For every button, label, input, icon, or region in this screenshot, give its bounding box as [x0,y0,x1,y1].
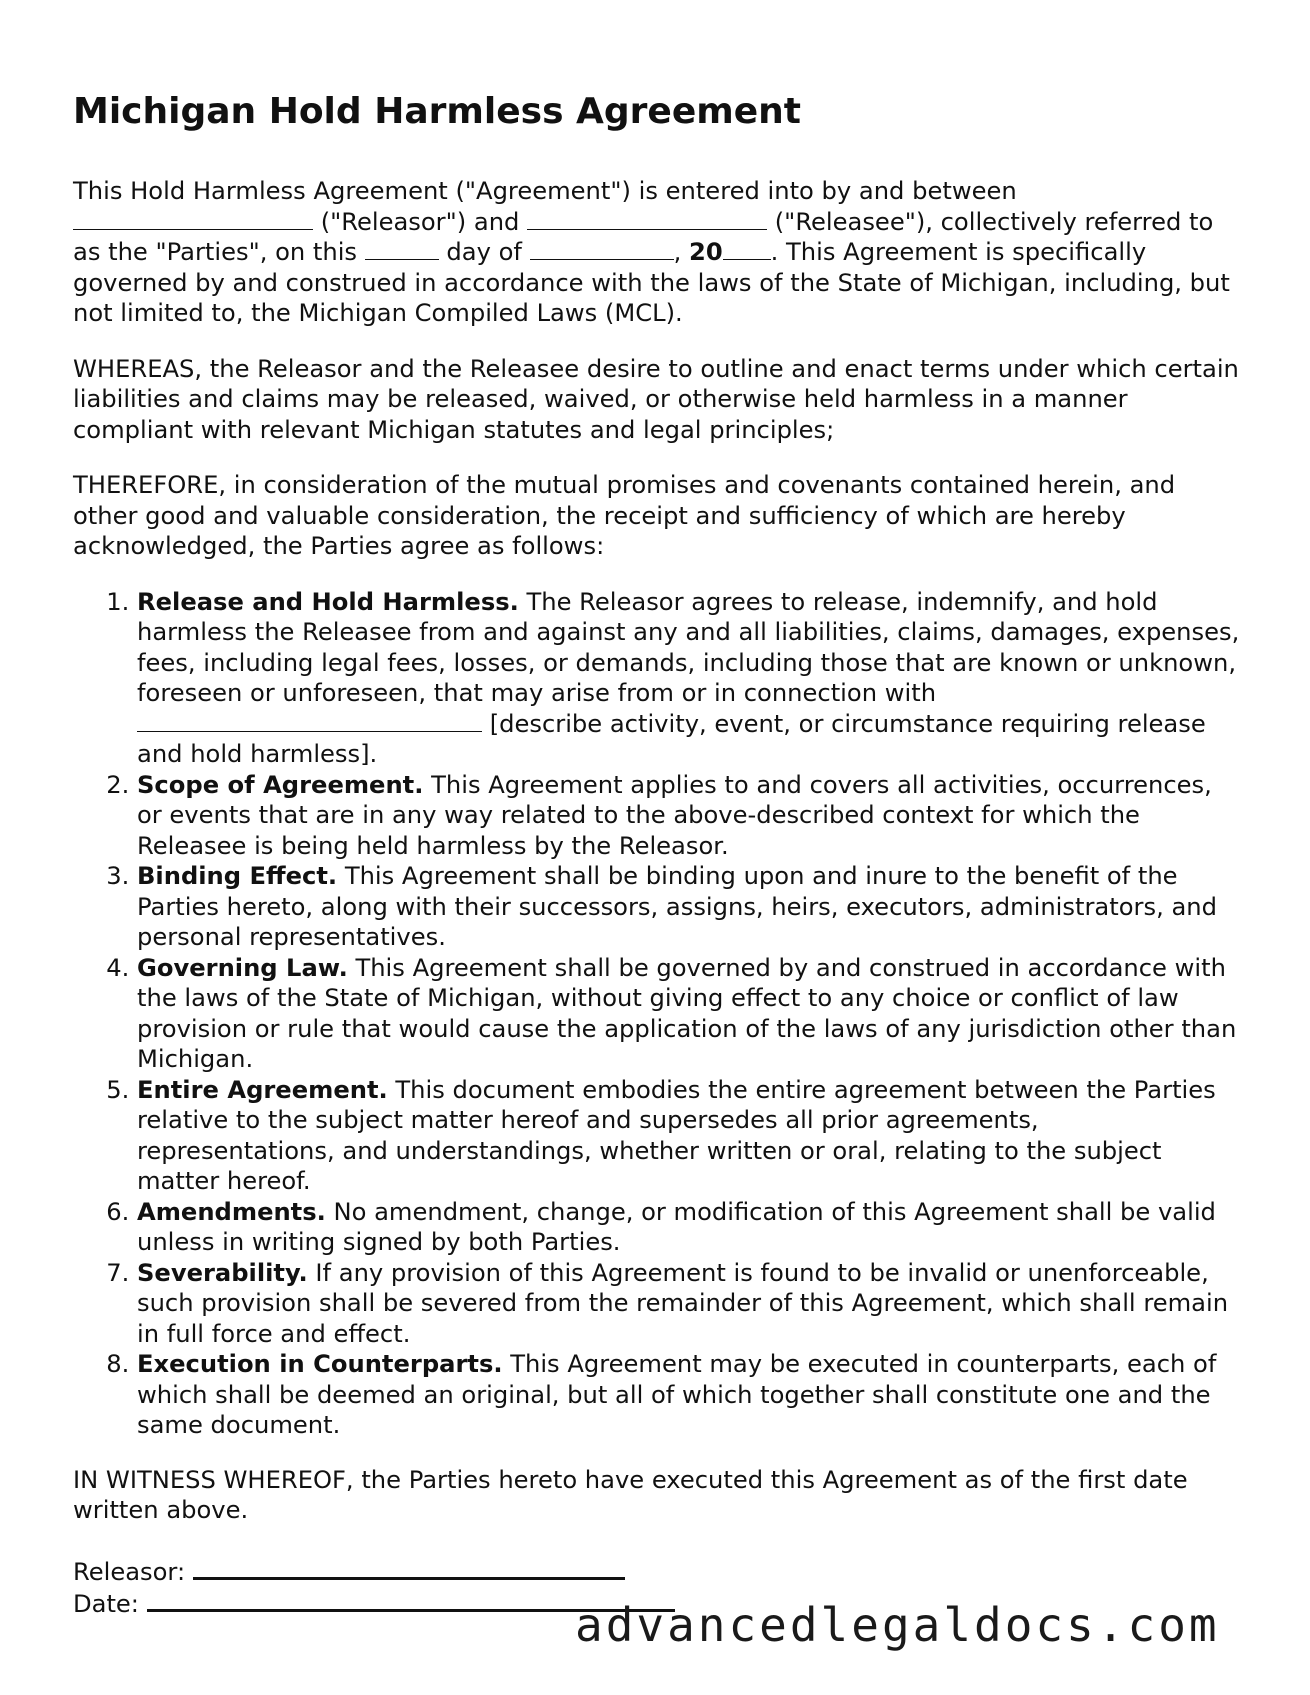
clause-text: This Agreement applies to and covers all activities, occurrences, or events that are in any way related to the above-described context for which the Releasee is being held harmless by the Releasor. [137,770,1212,860]
document-title: Michigan Hold Harmless Agreement [73,91,802,132]
intro-text-6: . This Agreement is specifically governed by and construed in accordance with the laws of the State of Michigan, including, but not limited to, the Michigan Compiled Laws (MCL). [73,238,1230,327]
clause-item [137,953,1243,1075]
clause-text: This document embodies the entire agreement between the Parties relative to the subject matter hereof and supersedes all prior agreements, representations, and understandings, whether written or oral, relating to the subject matter hereof. [137,1075,1216,1195]
clause-item [137,1349,1243,1441]
clause-text: This Agreement shall be binding upon and inure to the benefit of the Parties hereto, along with their successors, assigns, heirs, executors, administrators, and personal representatives. [137,862,1217,951]
watermark-text: advancedlegaldocs.com [575,1598,1220,1652]
intro-text-2: ("Releasor") and [313,207,528,236]
date-label: Date: [73,1590,147,1618]
intro-text-3: ("Releasee"), collectively referred to as the "Parties", on this [73,207,1214,266]
intro-text-4: day of [438,238,530,266]
releasor-label: Releasor: [73,1557,193,1586]
document-page [73,88,1243,1620]
year-prefix: 20 [688,238,723,266]
clause-heading: Scope of Agreement. [137,770,424,799]
clause-item [137,770,1243,862]
clause-heading: Binding Effect. [137,862,338,890]
intro-paragraph [73,176,1243,329]
clause-text: This Agreement may be executed in counterparts, each of which shall be deemed an original, but all of which together shall constitute one and the same document. [137,1350,1217,1439]
intro-text-5: , [673,238,689,266]
releasor-signature-line [73,1555,1243,1588]
releasee-name-blank [527,207,767,230]
clause-heading: Execution in Counterparts. [137,1350,503,1378]
activity-blank [137,709,482,732]
day-blank [365,237,439,260]
clause-text-after: [describe activity, event, or circumstance requiring release and hold harmless]. [137,709,1206,768]
clauses-list [73,587,1243,1441]
clause-text: No amendment, change, or modification of this Agreement shall be valid unless in writing signed by both Parties. [137,1197,1216,1256]
clause-heading: Severability. [137,1258,308,1287]
clause-heading: Entire Agreement. [137,1075,388,1104]
clause-item [137,1075,1243,1197]
clause-item [137,1197,1243,1258]
clause-item [137,587,1243,770]
clause-text: If any provision of this Agreement is found to be invalid or unenforceable, such provision shall be severed from the remainder of this Agreement, which shall remain in full force and effect. [137,1258,1229,1348]
clause-heading: Release and Hold Harmless. [137,587,519,616]
clause-text: This Agreement shall be governed by and construed in accordance with the laws of the State of Michigan, without giving effect to any choice or conflict of law provision or rule that would cause the application of the laws of any jurisdiction other than Michigan. [137,953,1237,1073]
clause-text: The Releasor agrees to release, indemnify, and hold harmless the Releasee from and against any and all liabilities, claims, damages, expenses, fees, including legal fees, losses, or demands, including those that are known or unknown, foreseen or unforeseen, that may arise from or in connection with [137,587,1240,707]
witness-paragraph: IN WITNESS WHEREOF, the Parties hereto have executed this Agreement as of the first date written above. [73,1465,1188,1524]
whereas-paragraph: WHEREAS, the Releasor and the Releasee desire to outline and enact terms under which certain liabilities and claims may be released, waived, or otherwise held harmless in a manner compliant with relevant Michigan statutes and legal principles; [73,354,1239,444]
year-blank [723,237,771,260]
therefore-paragraph: THEREFORE, in consideration of the mutual promises and covenants contained herein, and other good and valuable consideration, the receipt and sufficiency of which are hereby acknowledged, the Parties agree as follows: [73,471,1176,560]
month-blank [530,237,674,260]
clause-item [137,1258,1243,1350]
clause-heading: Amendments. [137,1197,326,1226]
releasor-name-blank [73,207,313,230]
clause-heading: Governing Law. [137,953,348,982]
clause-item [137,861,1243,953]
releasor-signature-blank [193,1555,625,1580]
intro-text-1: This Hold Harmless Agreement ("Agreement") is entered into by and between [73,177,1017,205]
